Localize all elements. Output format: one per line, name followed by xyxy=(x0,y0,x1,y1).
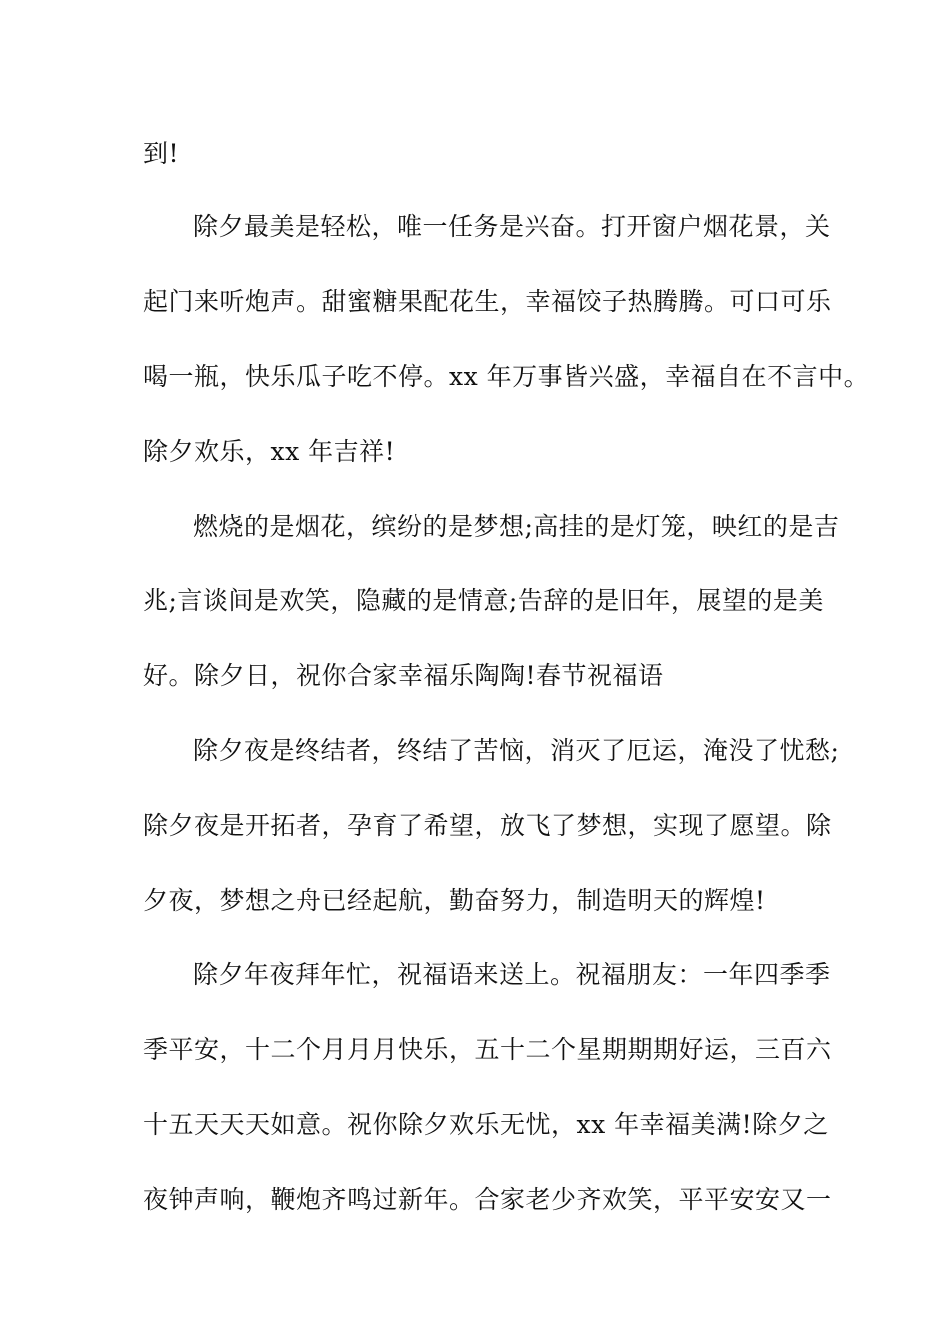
text-line: 兆;言谈间是欢笑，隐藏的是情意;告辞的是旧年，展望的是美 xyxy=(143,586,824,615)
text-line: 除夕夜是开拓者，孕育了希望，放飞了梦想，实现了愿望。除 xyxy=(143,811,832,840)
paragraph-start-line: 除夕夜是终结者，终结了苦恼，消灭了厄运，淹没了忧愁; xyxy=(193,736,840,765)
text-line: 好。除夕日，祝你合家幸福乐陶陶!春节祝福语 xyxy=(143,661,664,690)
paragraph-start-line: 除夕年夜拜年忙，祝福语来送上。祝福朋友：一年四季季 xyxy=(193,960,831,989)
paragraph-start-line: 除夕最美是轻松，唯一任务是兴奋。打开窗户烟花景，关 xyxy=(193,212,831,241)
text-line: 季平安，十二个月月月快乐，五十二个星期期期好运，三百六 xyxy=(143,1035,832,1064)
text-line: 到! xyxy=(143,139,180,168)
text-line: 夕夜，梦想之舟已经起航，勤奋努力，制造明天的辉煌! xyxy=(143,886,766,915)
text-line: 夜钟声响，鞭炮齐鸣过新年。合家老少齐欢笑，平平安安又一 xyxy=(143,1185,832,1214)
text-line: 喝一瓶，快乐瓜子吃不停。xx 年万事皆兴盛，幸福自在不言中。 xyxy=(143,362,870,391)
text-line: 起门来听炮声。甜蜜糖果配花生，幸福饺子热腾腾。可口可乐 xyxy=(143,287,832,316)
text-line: 十五天天天如意。祝你除夕欢乐无忧，xx 年幸福美满!除夕之 xyxy=(143,1110,829,1139)
text-line: 除夕欢乐，xx 年吉祥! xyxy=(143,437,396,466)
paragraph-start-line: 燃烧的是烟花，缤纷的是梦想;高挂的是灯笼，映红的是吉 xyxy=(193,512,840,541)
